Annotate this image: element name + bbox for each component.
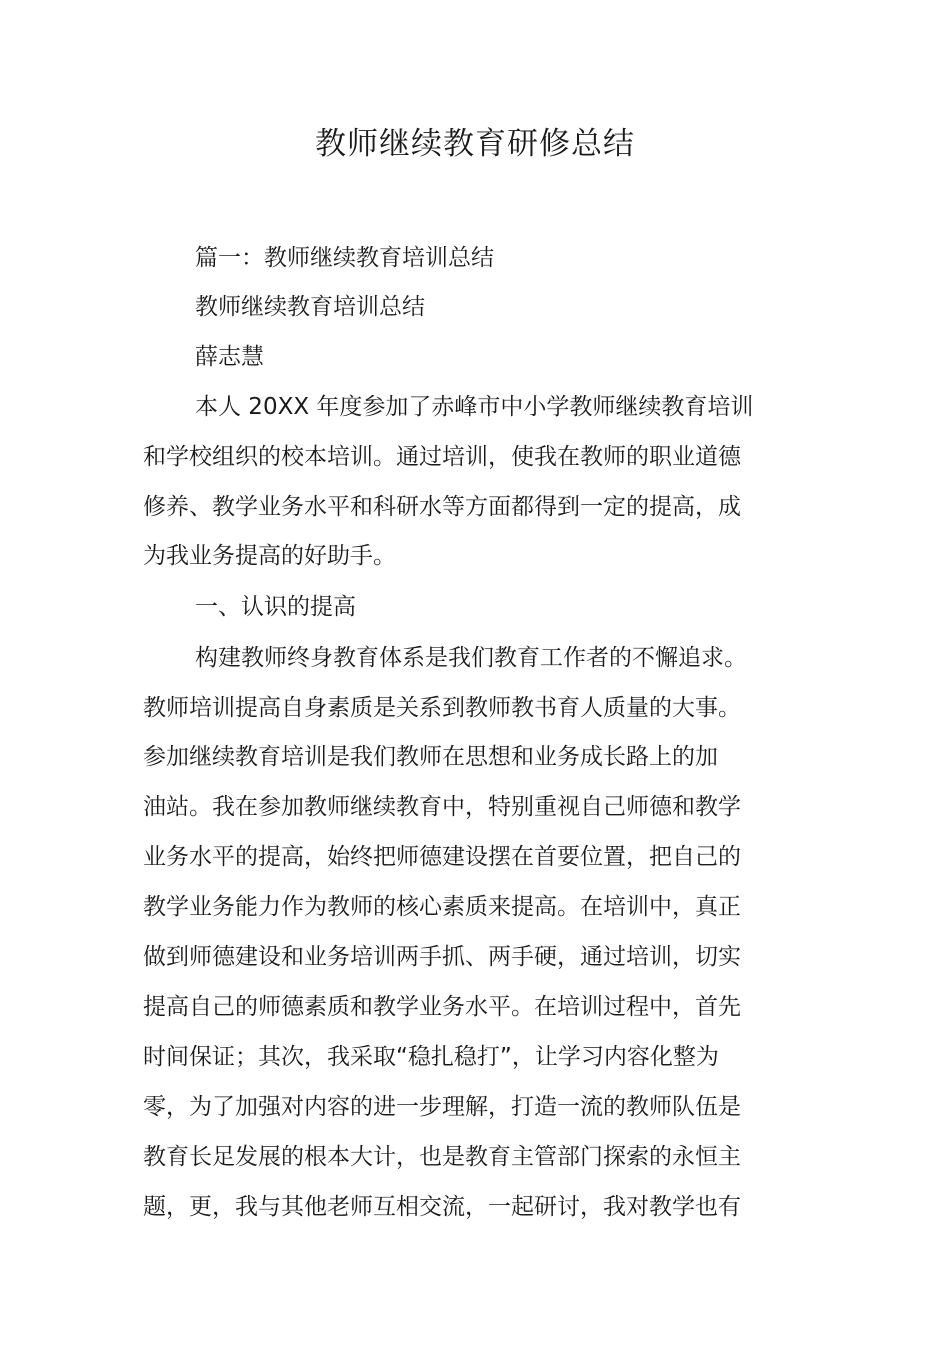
paragraph-line: 教育长足发展的根本大计，也是教育主管部门探索的永恒主 <box>143 1144 741 1170</box>
author-name: 薛志慧 <box>195 344 264 370</box>
paragraph-line: 提高自己的师德素质和教学业务水平。在培训过程中，首先 <box>143 994 741 1020</box>
paragraph-line: 零，为了加强对内容的进一步理解，打造一流的教师队伍是 <box>143 1094 741 1120</box>
paragraph-line: 油站。我在参加教师继续教育中，特别重视自己师德和教学 <box>143 794 741 820</box>
paragraph-line: 教学业务能力作为教师的核心素质来提高。在培训中，真正 <box>143 894 741 920</box>
paragraph-line: 和学校组织的校本培训。通过培训，使我在教师的职业道德 <box>143 444 741 470</box>
paragraph-line: 业务水平的提高，始终把师德建设摆在首要位置，把自己的 <box>143 844 741 870</box>
paragraph-line: 修养、教学业务水平和科研水等方面都得到一定的提高，成 <box>143 494 741 520</box>
paragraph-line: 题，更，我与其他老师互相交流，一起研讨，我对教学也有 <box>143 1194 741 1220</box>
section-heading: 一、认识的提高 <box>195 594 356 620</box>
document-title: 教师继续教育研修总结 <box>315 126 635 162</box>
subheading: 教师继续教育培训总结 <box>195 294 425 320</box>
paragraph-line: 本人 20XX 年度参加了赤峰市中小学教师继续教育培训 <box>195 394 754 420</box>
paragraph-line: 为我业务提高的好助手。 <box>143 543 396 569</box>
section-heading: 篇一：教师继续教育培训总结 <box>195 245 494 271</box>
paragraph-line: 构建教师终身教育体系是我们教育工作者的不懈追求。 <box>195 645 747 671</box>
paragraph-line: 时间保证；其次，我采取“稳扎稳打”，让学习内容化整为 <box>143 1044 719 1070</box>
paragraph-line: 做到师德建设和业务培训两手抓、两手硬，通过培训，切实 <box>143 944 741 970</box>
paragraph-line: 参加继续教育培训是我们教师在思想和业务成长路上的加 <box>143 744 718 770</box>
paragraph-line: 教师培训提高自身素质是关系到教师教书育人质量的大事。 <box>143 695 741 721</box>
